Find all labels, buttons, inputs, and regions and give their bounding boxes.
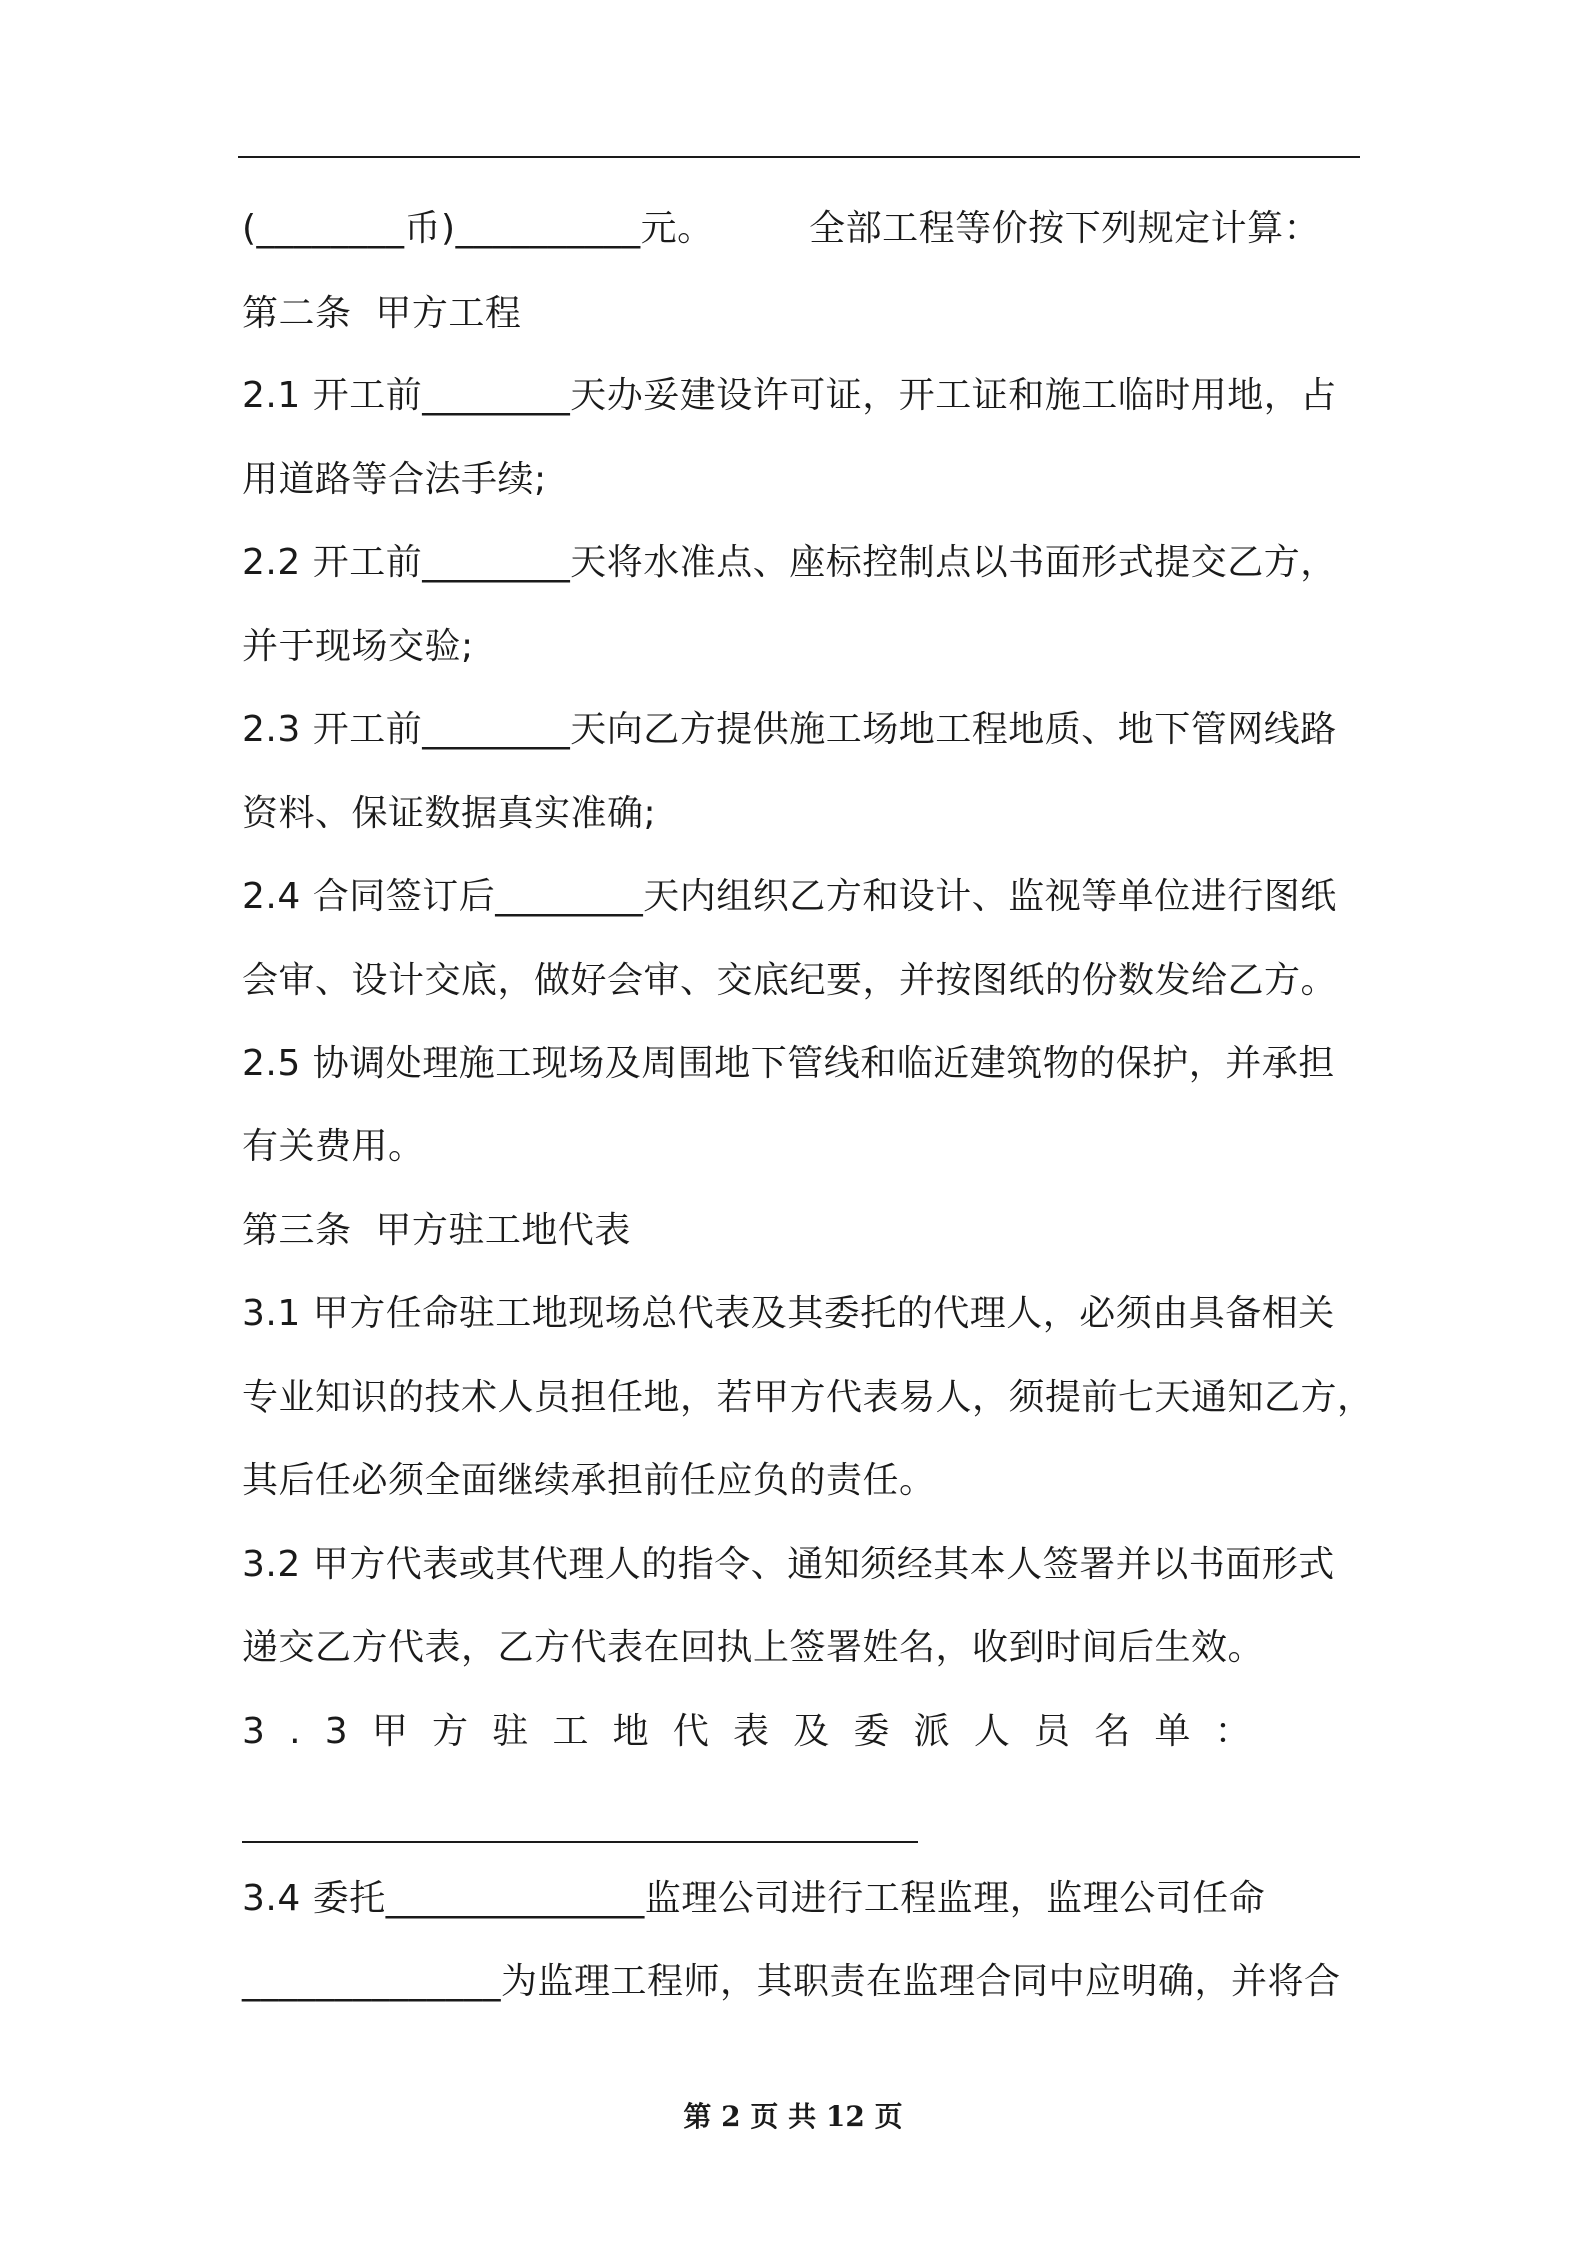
clause-2-1-line-1: 2.1 开工前________天办妥建设许可证，开工证和施工临时用地，占	[242, 375, 1337, 416]
clause-2-5-line-2: 有关费用。	[242, 1126, 425, 1167]
clause-3-1-line-2: 专业知识的技术人员担任地，若甲方代表易人，须提前七天通知乙方，	[242, 1377, 1374, 1418]
clause-3-4-line-1: 3.4 委托______________监理公司进行工程监理，监理公司任命	[242, 1878, 1266, 1919]
page-number-footer: 第 2 页 共 12 页	[683, 2100, 903, 2133]
fill-in-blank-line	[242, 1841, 918, 1843]
clause-3-2-line-2: 递交乙方代表，乙方代表在回执上签署姓名，收到时间后生效。	[242, 1627, 1265, 1668]
clause-3-1-line-1: 3.1 甲方任命驻工地现场总代表及其委托的代理人，必须由具备相关	[242, 1293, 1335, 1334]
clause-2-1-line-2: 用道路等合法手续;	[242, 459, 547, 500]
clause-2-2-line-1: 2.2 开工前________天将水准点、座标控制点以书面形式提交乙方，	[242, 542, 1337, 583]
clause-2-5-line-1: 2.5 协调处理施工现场及周围地下管线和临近建筑物的保护，并承担	[242, 1043, 1335, 1084]
clause-3-4-line-2: ______________为监理工程师，其职责在监理合同中应明确，并将合	[242, 1961, 1341, 2002]
clause-3-3-line-1: 3.3甲方驻工地代表及委派人员名单：	[242, 1711, 1275, 1752]
clause-2-2-line-2: 并于现场交验;	[242, 626, 474, 667]
clause-2-3-line-2: 资料、保证数据真实准确;	[242, 793, 657, 834]
clause-3-1-line-3: 其后任必须全面继续承担前任应负的责任。	[242, 1460, 936, 1501]
text-line-1: (________币)__________元。 全部工程等价按下列规定计算：	[242, 208, 1321, 249]
section-heading-2: 第二条 甲方工程	[242, 293, 522, 334]
section-heading-3: 第三条 甲方驻工地代表	[242, 1210, 631, 1251]
clause-2-4-line-2: 会审、设计交底，做好会审、交底纪要，并按图纸的份数发给乙方。	[242, 960, 1338, 1001]
clause-3-2-line-1: 3.2 甲方代表或其代理人的指令、通知须经其本人签署并以书面形式	[242, 1544, 1335, 1585]
header-rule	[238, 156, 1360, 158]
clause-2-4-line-1: 2.4 合同签订后________天内组织乙方和设计、监视等单位进行图纸	[242, 876, 1337, 917]
clause-2-3-line-1: 2.3 开工前________天向乙方提供施工场地工程地质、地下管网线路	[242, 709, 1337, 750]
